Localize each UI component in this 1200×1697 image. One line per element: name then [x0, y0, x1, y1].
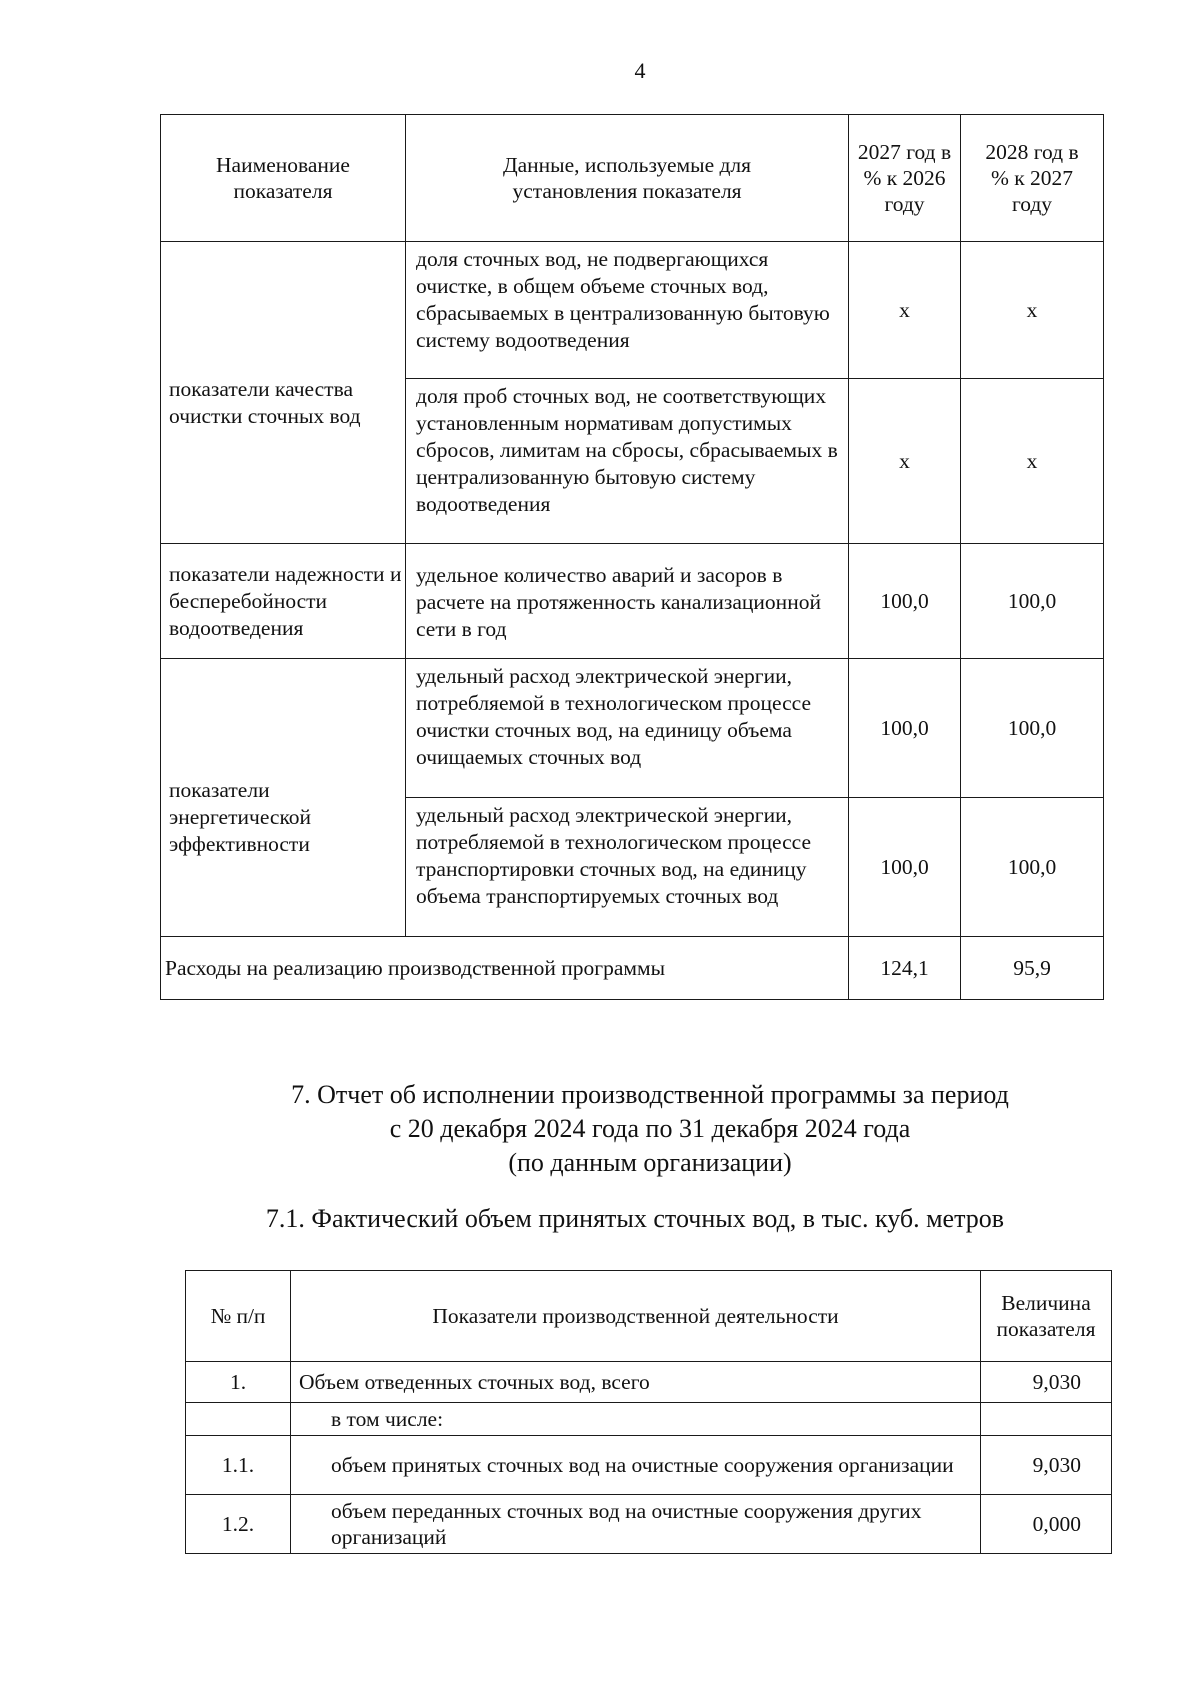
- group-name: показатели качества очистки сточных вод: [161, 242, 406, 544]
- value-2028: 100,0: [961, 544, 1104, 659]
- indicator-data: удельный расход электрической энергии, потребляемой в технологическом процессе транспортировки сточных вод, на единицу объема транспортируемых сточных вод: [406, 798, 849, 937]
- section-title-line: с 20 декабря 2024 года по 31 декабря 2024 года: [389, 1114, 911, 1143]
- value-2027: х: [849, 379, 961, 544]
- section-title-line: (по данным организации): [508, 1148, 792, 1177]
- total-row: [161, 937, 1104, 1000]
- table-row: [186, 1495, 1112, 1554]
- total-label: Расходы на реализацию производственной программы: [161, 937, 849, 1000]
- table-header-row: [161, 115, 1104, 242]
- header-2027: 2027 год в % к 2026 году: [849, 115, 961, 242]
- value-2027: 100,0: [849, 798, 961, 937]
- row-num: 1.1.: [186, 1436, 291, 1495]
- row-num: 1.2.: [186, 1495, 291, 1554]
- row-name: объем принятых сточных вод на очистные сооружения организации: [291, 1436, 981, 1495]
- header-name: Показатели производственной деятельности: [291, 1271, 981, 1362]
- section-title-line: 7. Отчет об исполнении производственной программы за период: [291, 1080, 1009, 1109]
- value-2028: 100,0: [961, 798, 1104, 937]
- row-name: объем переданных сточных вод на очистные сооружения других организаций: [291, 1495, 981, 1554]
- indicator-data: доля сточных вод, не подвергающихся очистке, в общем объеме сточных вод, сбрасываемых в централизованную бытовую систему водоотведения: [406, 242, 849, 379]
- wastewater-volume-table: [185, 1270, 1112, 1554]
- page-number: 4: [634, 58, 646, 83]
- value-2028: х: [961, 379, 1104, 544]
- row-value: 9,030: [981, 1362, 1112, 1403]
- table-row: [161, 544, 1104, 659]
- table-row: [186, 1362, 1112, 1403]
- table-header-row: [186, 1271, 1112, 1362]
- indicators-table: [160, 114, 1104, 1000]
- subsection-title: 7.1. Фактический объем принятых сточных вод, в тыс. куб. метров: [265, 1204, 1005, 1233]
- table-row: [186, 1436, 1112, 1495]
- table-row: [161, 659, 1104, 798]
- indicator-data: доля проб сточных вод, не соответствующих установленным нормативам допустимых сбросов, лимитам на сбросы, сбрасываемых в централизованную бытовую систему водоотведения: [406, 379, 849, 544]
- row-value: 0,000: [981, 1495, 1112, 1554]
- header-num: № п/п: [186, 1271, 291, 1362]
- group-name: показатели надежности и бесперебойности водоотведения: [161, 544, 406, 659]
- value-2028: 100,0: [961, 659, 1104, 798]
- value-2027: х: [849, 242, 961, 379]
- value-2027: 100,0: [849, 659, 961, 798]
- row-value: 9,030: [981, 1436, 1112, 1495]
- table-row: [186, 1403, 1112, 1436]
- header-data: Данные, используемые для установления показателя: [406, 115, 849, 242]
- row-value: [981, 1403, 1112, 1436]
- indicator-data: удельный расход электрической энергии, потребляемой в технологическом процессе очистки сточных вод, на единицу объема очищаемых сточных вод: [406, 659, 849, 798]
- total-2028: 95,9: [961, 937, 1104, 1000]
- row-name: в том числе:: [291, 1403, 981, 1436]
- header-name: Наименование показателя: [161, 115, 406, 242]
- table-row: [161, 242, 1104, 379]
- row-name: Объем отведенных сточных вод, всего: [291, 1362, 981, 1403]
- row-num: 1.: [186, 1362, 291, 1403]
- value-2028: х: [961, 242, 1104, 379]
- row-num: [186, 1403, 291, 1436]
- section-title: [210, 1078, 1090, 1180]
- total-2027: 124,1: [849, 937, 961, 1000]
- header-value: Величина показателя: [981, 1271, 1112, 1362]
- group-name: показатели энергетической эффективности: [161, 659, 406, 937]
- header-2028: 2028 год в % к 2027 году: [961, 115, 1104, 242]
- value-2027: 100,0: [849, 544, 961, 659]
- indicator-data: удельное количество аварий и засоров в расчете на протяженность канализационной сети в год: [406, 544, 849, 659]
